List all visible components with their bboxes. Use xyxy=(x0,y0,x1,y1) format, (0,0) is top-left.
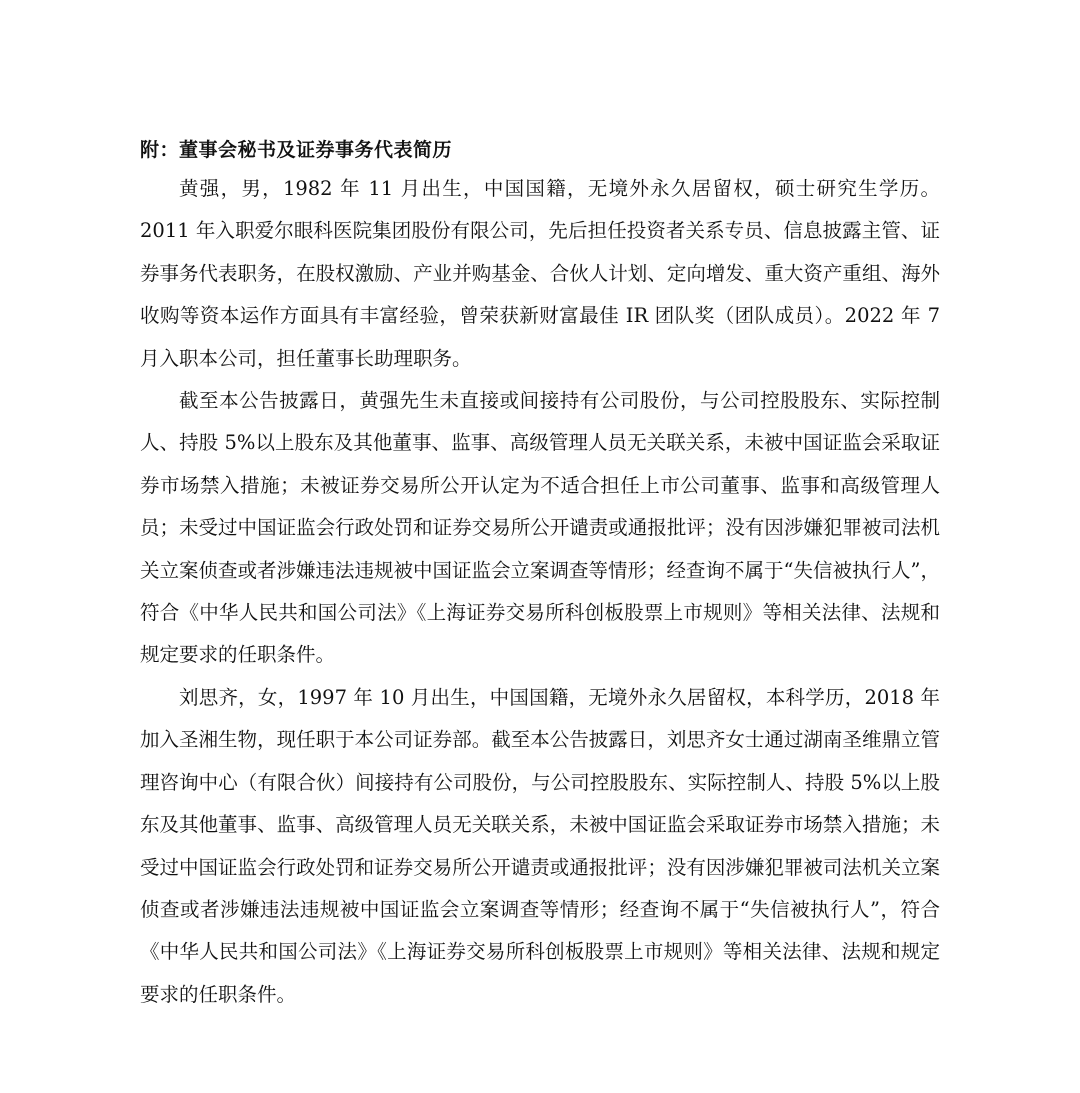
paragraph-huang-qiang-compliance: 截至本公告披露日，黄强先生未直接或间接持有公司股份，与公司控股股东、实际控制人、持股 5%以上股东及其他董事、监事、高级管理人员无关联关系，未被中国证监会采取证券市场禁入措施；未被证券交易所公开认定为不适合担任上市公司董事、监事和高级管理人员；未受过中国证监会行政处罚和证券交易所公开谴责或通报批评；没有因涉嫌犯罪被司法机关立案侦查或者涉嫌违法违规被中国证监会立案调查等情形；经查询不属于“失信被执行人”，符合《中华人民共和国公司法》《上海证券交易所科创板股票上市规则》等相关法律、法规和规定要求的任职条件。 xyxy=(140,389,940,667)
document-body xyxy=(140,168,940,1016)
paragraph-liu-siqi-resume: 刘思齐，女，1997 年 10 月出生，中国国籍，无境外永久居留权，本科学历，2018 年加入圣湘生物，现任职于本公司证券部。截至本公告披露日，刘思齐女士通过湖南圣维鼎立管理咨询中心（有限合伙）间接持有公司股份，与公司控股股东、实际控制人、持股 5%以上股东及其他董事、监事、高级管理人员无关联关系，未被中国证监会采取证券市场禁入措施；未受过中国证监会行政处罚和证券交易所公开谴责或通报批评；没有因涉嫌犯罪被司法机关立案侦查或者涉嫌违法违规被中国证监会立案调查等情形；经查询不属于“失信被执行人”，符合《中华人民共和国公司法》《上海证券交易所科创板股票上市规则》等相关法律、法规和规定要求的任职条件。 xyxy=(140,685,940,1006)
paragraph-huang-qiang-resume: 黄强，男，1982 年 11 月出生，中国国籍，无境外永久居留权，硕士研究生学历。2011 年入职爱尔眼科医院集团股份有限公司，先后担任投资者关系专员、信息披露主管、证券事务代表职务，在股权激励、产业并购基金、合伙人计划、定向增发、重大资产重组、海外收购等资本运作方面具有丰富经验，曾荣获新财富最佳 IR 团队奖（团队成员）。2022 年 7 月入职本公司，担任董事长助理职务。 xyxy=(140,177,940,370)
document-title: 附：董事会秘书及证券事务代表简历 xyxy=(140,139,453,161)
